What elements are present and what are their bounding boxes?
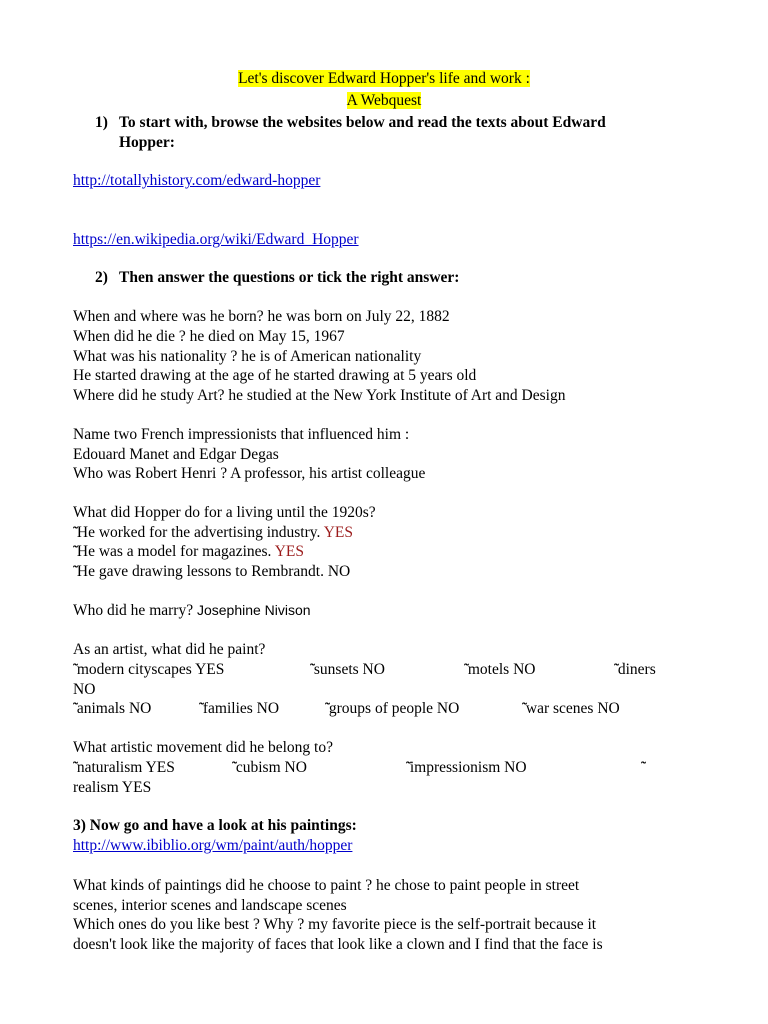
option-animals[interactable]: animals NO (76, 700, 152, 717)
option-impressionism[interactable]: impressionism NO (409, 759, 527, 776)
title-line-2: A Webquest (346, 92, 422, 109)
option-diners[interactable]: diners (617, 661, 656, 678)
kinds-line-2: scenes, interior scenes and landscape scenes (73, 897, 347, 914)
step1-number: 1) (95, 114, 108, 131)
option-model[interactable]: He was a model for magazines. YES (76, 543, 305, 560)
qa-born: When and where was he born? he was born on July 22, 1882 (73, 308, 450, 325)
qa-henri: Who was Robert Henri ? A professor, his artist colleague (73, 465, 426, 482)
kinds-line-1: What kinds of paintings did he choose to paint ? he chose to paint people in street (73, 877, 580, 894)
qa-paint-question: As an artist, what did he paint? (73, 641, 266, 658)
option-advertising[interactable]: He worked for the advertising industry. YES (76, 524, 353, 541)
qa-die: When did he die ? he died on May 15, 1967 (73, 328, 345, 345)
link-ibiblio[interactable]: http://www.ibiblio.org/wm/paint/auth/hopper (73, 837, 353, 854)
option-war-scenes[interactable]: war scenes NO (525, 700, 620, 717)
step2-text: Then answer the questions or tick the right answer: (119, 269, 460, 286)
link-wikipedia[interactable]: https://en.wikipedia.org/wiki/Edward_Hopper (73, 231, 359, 248)
option-sunsets[interactable]: sunsets NO (313, 661, 385, 678)
option-cityscapes[interactable]: modern cityscapes YES (76, 661, 225, 678)
qa-nationality: What was his nationality ? he is of American nationality (73, 348, 422, 365)
qa-drawing: He started drawing at the age of he started drawing at 5 years old (73, 367, 477, 384)
answer-yes: YES (323, 524, 353, 541)
option-groups[interactable]: groups of people NO (328, 700, 460, 717)
step3-heading: 3) Now go and have a look at his paintings: (73, 817, 357, 834)
step1-text-line2: Hopper: (119, 134, 175, 151)
step1-text-line1: To start with, browse the websites below and read the texts about Edward (119, 114, 606, 131)
qa-marry: Who did he marry? Josephine Nivison (73, 602, 311, 619)
answer-yes: YES (274, 543, 305, 560)
option-cubism[interactable]: cubism NO (235, 759, 307, 776)
qa-impressionists-question: Name two French impressionists that influenced him : (73, 426, 410, 443)
option-rembrandt[interactable]: He gave drawing lessons to Rembrandt. NO (76, 563, 351, 580)
link-totallyhistory[interactable]: http://totallyhistory.com/edward-hopper (73, 172, 321, 189)
option-naturalism[interactable]: naturalism YES (76, 759, 175, 776)
option-families[interactable]: families NO (202, 700, 280, 717)
marry-answer: Josephine Nivison (196, 602, 311, 618)
qa-movement-question: What artistic movement did he belong to? (73, 739, 333, 756)
step2-number: 2) (95, 269, 108, 286)
option-realism-label: realism YES (73, 779, 152, 796)
option-diners-answer: NO (73, 681, 96, 698)
qa-impressionists-answer: Edouard Manet and Edgar Degas (73, 446, 279, 463)
best-line-1: Which ones do you like best ? Why ? my favorite piece is the self-portrait because it (73, 916, 597, 933)
qa-study: Where did he study Art? he studied at the New York Institute of Art and Design (73, 387, 566, 404)
title-line-1: Let's discover Edward Hopper's life and work : (238, 70, 530, 87)
qa-living-question: What did Hopper do for a living until the 1920s? (73, 504, 376, 521)
option-motels[interactable]: motels NO (467, 661, 536, 678)
best-line-2: doesn't look like the majority of faces that look like a clown and I find that the face is (73, 936, 603, 953)
